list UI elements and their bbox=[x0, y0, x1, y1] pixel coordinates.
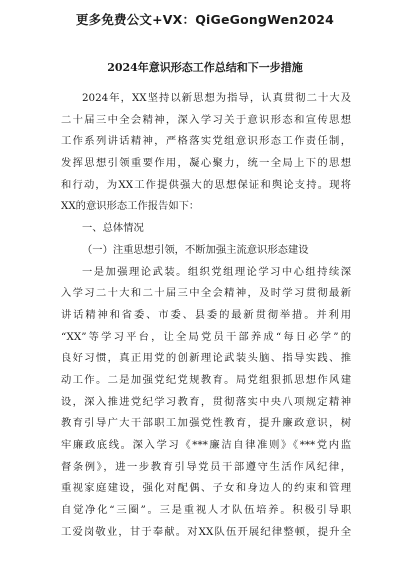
document-title: 2024年意识形态工作总结和下一步措施 bbox=[107, 61, 303, 74]
body-line: 入学习二十大和二十届三中全会精神，及时学习贯彻最新 bbox=[61, 287, 351, 300]
body-line: “XX”等学习平台，让全局党员干部养成“每日必学”的 bbox=[61, 330, 351, 343]
body-line: 设，深入推进党纪学习教育，贯彻落实中央八项规定精神 bbox=[61, 395, 351, 408]
body-line: 和行动，为XX工作提供强大的思想保证和舆论支持。现将 bbox=[61, 178, 351, 191]
body-line: 发挥思想引领重要作用，凝心聚力，统一全局上下的思想 bbox=[61, 157, 351, 170]
body-line: 2024年，XX坚持以新思想为指导，认真贯彻二十大及 bbox=[82, 92, 351, 104]
body-line: 督条例》，进一步教育引导党员干部遵守生活作风纪律， bbox=[61, 460, 351, 473]
promo-banner: 更多免费公文+VX：QiGeGongWen2024 bbox=[75, 12, 335, 27]
body-line: 二十届三中全会精神，深入学习关于意识形态和宣传思想 bbox=[61, 113, 351, 126]
document-body bbox=[61, 88, 351, 543]
body-line: 牢廉政底线。深入学习《***廉洁自律准则》《***党内监 bbox=[61, 439, 351, 451]
body-line: 一是加强理论武装。组织党组理论学习中心组持续深 bbox=[82, 265, 351, 278]
body-line: 动工作。二是加强党纪党规教育。局党组狠抓思想作风建 bbox=[61, 373, 351, 386]
body-line: 工爱岗敬业，甘于奉献。对XX队伍开展纪律整顿，提升全 bbox=[61, 525, 351, 538]
body-line: 工作系列讲话精神，严格落实党组意识形态工作责任制， bbox=[61, 135, 351, 148]
body-line: 讲话精神和省委、市委、县委的最新贯彻举措。并利用 bbox=[61, 308, 351, 321]
body-line: （一）注重思想引领，不断加强主流意识形态建设 bbox=[82, 243, 309, 256]
body-line: 一、总体情况 bbox=[82, 222, 144, 235]
body-line: 教育引导广大干部职工加强党性教育，提升廉政意识，树 bbox=[61, 417, 351, 430]
body-line: 重视家庭建设，强化对配偶、子女和身边人的约束和管理 bbox=[61, 482, 351, 495]
body-line: 自觉净化“三圈”。三是重视人才队伍培养。积极引导职 bbox=[61, 504, 351, 517]
body-line: XX的意识形态工作报告如下： bbox=[61, 200, 200, 213]
body-line: 良好习惯，真正用党的创新理论武装头脑、指导实践、推 bbox=[61, 352, 351, 365]
